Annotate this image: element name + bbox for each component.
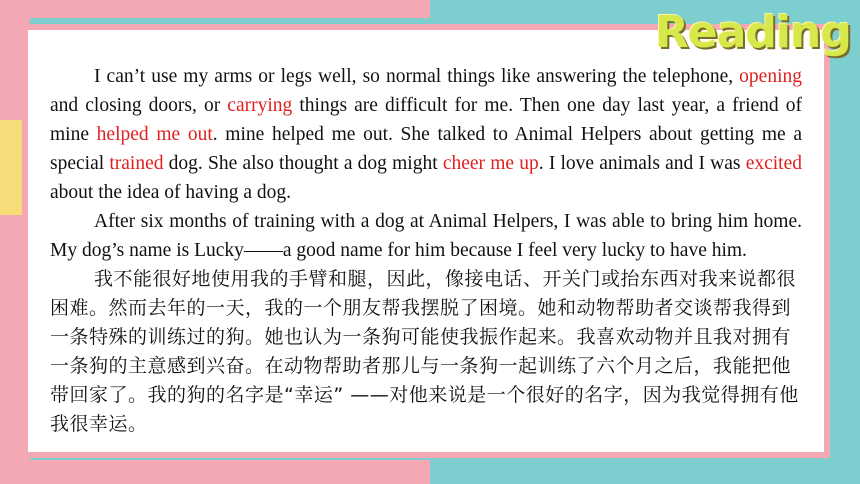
english-paragraph-2: After six months of training with a dog at Animal Helpers, I was able to bring him home. My dog’s name is Lucky——a good name for him because I feel very lucky to have him.	[50, 211, 802, 261]
background-bottom-pink	[0, 460, 430, 484]
highlight-phrase-helped-me-out: helped me out	[96, 124, 213, 145]
text-segment: . mine helped me out. She talked to Animal Helpers about getting me a special	[50, 124, 802, 174]
highlight-word-trained: trained	[109, 153, 164, 174]
highlight-word-carrying: carrying	[227, 95, 293, 116]
background-bottom-teal	[430, 460, 860, 484]
english-paragraph-1	[50, 62, 802, 207]
highlight-word-opening: opening	[739, 66, 802, 87]
reading-card-content	[28, 30, 824, 452]
text-segment: about the idea of having a dog.	[50, 182, 291, 203]
text-segment: dog. She also thought a dog might	[163, 153, 443, 174]
reading-title: Reading	[655, 7, 851, 58]
highlight-phrase-cheer-me-up: cheer me up	[442, 153, 539, 174]
reading-card	[22, 24, 830, 458]
text-segment: and closing doors, or	[50, 95, 228, 116]
text-segment: . I love animals and I was	[538, 153, 746, 174]
text-segment: things are difficult for me. Then one day last year, a friend of mine	[50, 95, 802, 145]
chinese-translation-paragraph: 我不能很好地使用我的手臂和腿，因此，像接电话、开关门或抬东西对我来说都很困难。然而去年的一天，我的一个朋友帮我摆脱了困境。她和动物帮助者交谈帮我得到一条特殊的训练过的狗。她也认为一条狗可能使我振作起来。我喜欢动物并且我对拥有一条狗的主意感到兴奋。在动物帮助者那儿与一条狗一起训练了六个月之后，我能把他带回家了。我的狗的名字是“幸运” ——对他来说是一个很好的名字，因为我觉得拥有他我很幸运。	[50, 268, 799, 435]
highlight-word-excited: excited	[745, 153, 802, 174]
text-segment: I can’t use my arms or legs well, so normal things like answering the telephone,	[94, 66, 734, 87]
decorative-yellow-strip	[0, 120, 24, 215]
